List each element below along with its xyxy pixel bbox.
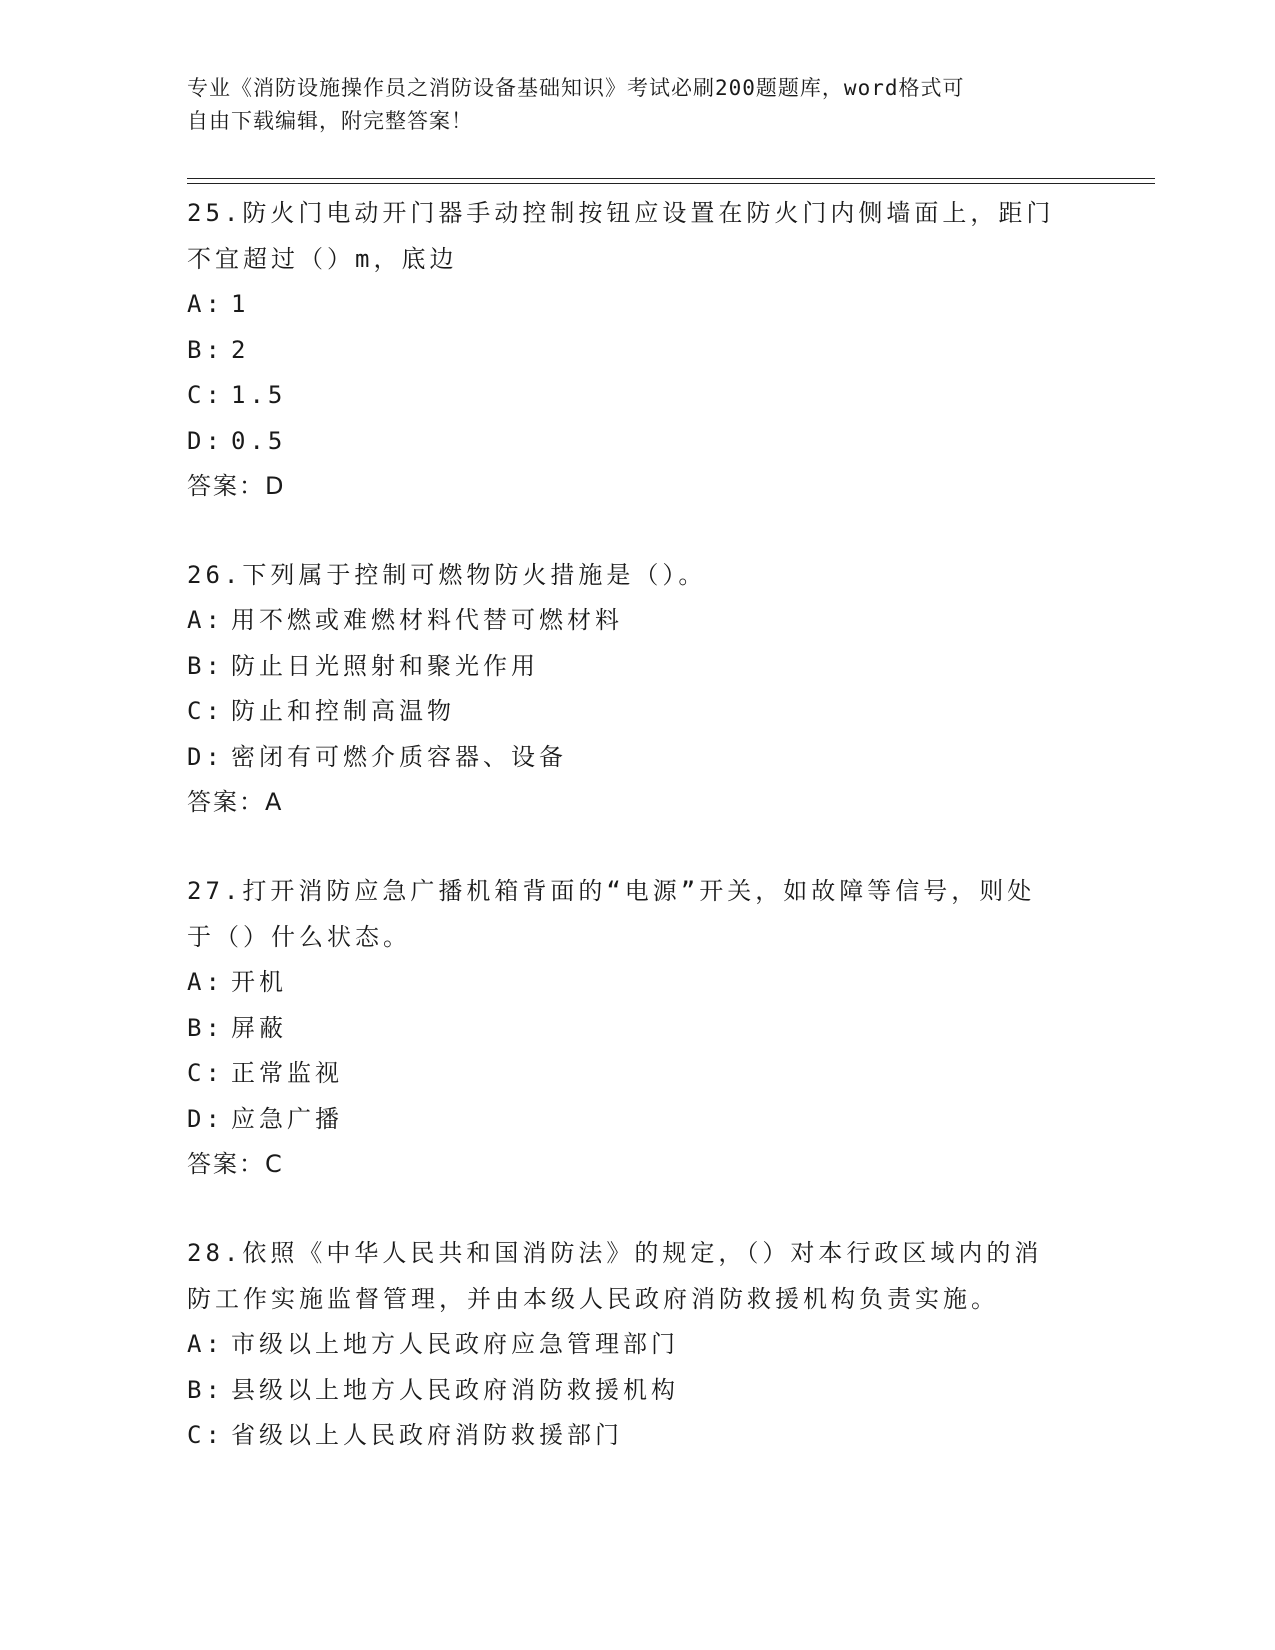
question-stem bbox=[187, 552, 1087, 598]
option-letter: D: bbox=[187, 742, 224, 771]
answer-option bbox=[187, 1413, 1087, 1459]
question-list bbox=[187, 190, 1087, 1502]
answer-key: 答案：D bbox=[187, 472, 286, 500]
option-text: 县级以上地方人民政府消防救援机构 bbox=[231, 1375, 679, 1404]
question-stem-line: 25.防火门电动开门器手动控制按钮应设置在防火门内侧墙面上，距门 bbox=[187, 199, 1055, 227]
question-stem bbox=[187, 1230, 1087, 1322]
question-block bbox=[187, 1230, 1087, 1459]
answer-key: 答案：A bbox=[187, 788, 284, 816]
option-text: 市级以上地方人民政府应急管理部门 bbox=[231, 1330, 679, 1358]
option-text: 防止和控制高温物 bbox=[231, 697, 455, 725]
header-line-2: 自由下载编辑，附完整答案！ bbox=[187, 109, 473, 133]
answer-option bbox=[187, 598, 1087, 644]
answer-option bbox=[187, 282, 1087, 328]
option-text: 正常监视 bbox=[231, 1059, 343, 1087]
option-text: 应急广播 bbox=[231, 1104, 343, 1133]
answer-option bbox=[187, 689, 1087, 735]
option-letter: C: bbox=[187, 697, 224, 725]
document-header bbox=[187, 72, 1067, 138]
option-text: 屏蔽 bbox=[231, 1013, 287, 1042]
option-letter: D: bbox=[187, 1104, 224, 1133]
answer-option bbox=[187, 1051, 1087, 1097]
option-text: 防止日光照射和聚光作用 bbox=[231, 651, 539, 680]
option-text: 省级以上人民政府消防救援部门 bbox=[231, 1421, 623, 1449]
question-stem-line: 防工作实施监督管理，并由本级人民政府消防救援机构负责实施。 bbox=[187, 1285, 999, 1313]
option-letter: B: bbox=[187, 651, 224, 680]
option-text: 密闭有可燃介质容器、设备 bbox=[231, 742, 567, 771]
question-stem-line: 26.下列属于控制可燃物防火措施是（）。 bbox=[187, 561, 707, 589]
question-stem bbox=[187, 190, 1087, 282]
option-letter: C: bbox=[187, 1421, 224, 1449]
question-stem-line: 不宜超过（）m，底边 bbox=[187, 245, 458, 273]
answer-option bbox=[187, 1097, 1087, 1143]
header-line-1: 专业《消防设施操作员之消防设备基础知识》考试必刷200题题库，word格式可 bbox=[187, 76, 965, 100]
option-text: 1 bbox=[231, 290, 250, 318]
option-letter: A: bbox=[187, 968, 224, 996]
header-divider-bottom bbox=[187, 183, 1155, 184]
option-letter: A: bbox=[187, 1330, 224, 1358]
option-text: 0.5 bbox=[231, 426, 287, 455]
answer-option bbox=[187, 1368, 1087, 1414]
option-letter: B: bbox=[187, 1013, 224, 1042]
answer-option bbox=[187, 419, 1087, 465]
option-text: 1.5 bbox=[231, 381, 287, 409]
option-letter: B: bbox=[187, 1375, 224, 1404]
answer-option bbox=[187, 1006, 1087, 1052]
option-letter: C: bbox=[187, 1059, 224, 1087]
answer-option bbox=[187, 1322, 1087, 1368]
option-letter: C: bbox=[187, 381, 224, 409]
option-text: 用不燃或难燃材料代替可燃材料 bbox=[231, 606, 623, 634]
answer-option bbox=[187, 328, 1087, 374]
question-block bbox=[187, 190, 1087, 509]
question-stem bbox=[187, 868, 1087, 960]
answer-option bbox=[187, 960, 1087, 1006]
header-divider-top bbox=[187, 178, 1155, 179]
answer-option bbox=[187, 373, 1087, 419]
option-letter: A: bbox=[187, 290, 224, 318]
question-stem-line: 28.依照《中华人民共和国消防法》的规定，（）对本行政区域内的消 bbox=[187, 1239, 1043, 1267]
answer-option bbox=[187, 735, 1087, 781]
question-stem-line: 27.打开消防应急广播机箱背面的“电源”开关，如故障等信号，则处 bbox=[187, 877, 1036, 905]
answer-key: 答案：C bbox=[187, 1150, 284, 1178]
answer-option bbox=[187, 644, 1087, 690]
question-block bbox=[187, 868, 1087, 1187]
option-letter: B: bbox=[187, 335, 224, 364]
option-letter: A: bbox=[187, 606, 224, 634]
option-text: 2 bbox=[231, 335, 250, 364]
question-block bbox=[187, 552, 1087, 825]
option-text: 开机 bbox=[231, 968, 287, 996]
option-letter: D: bbox=[187, 426, 224, 455]
question-stem-line: 于（）什么状态。 bbox=[187, 923, 411, 951]
